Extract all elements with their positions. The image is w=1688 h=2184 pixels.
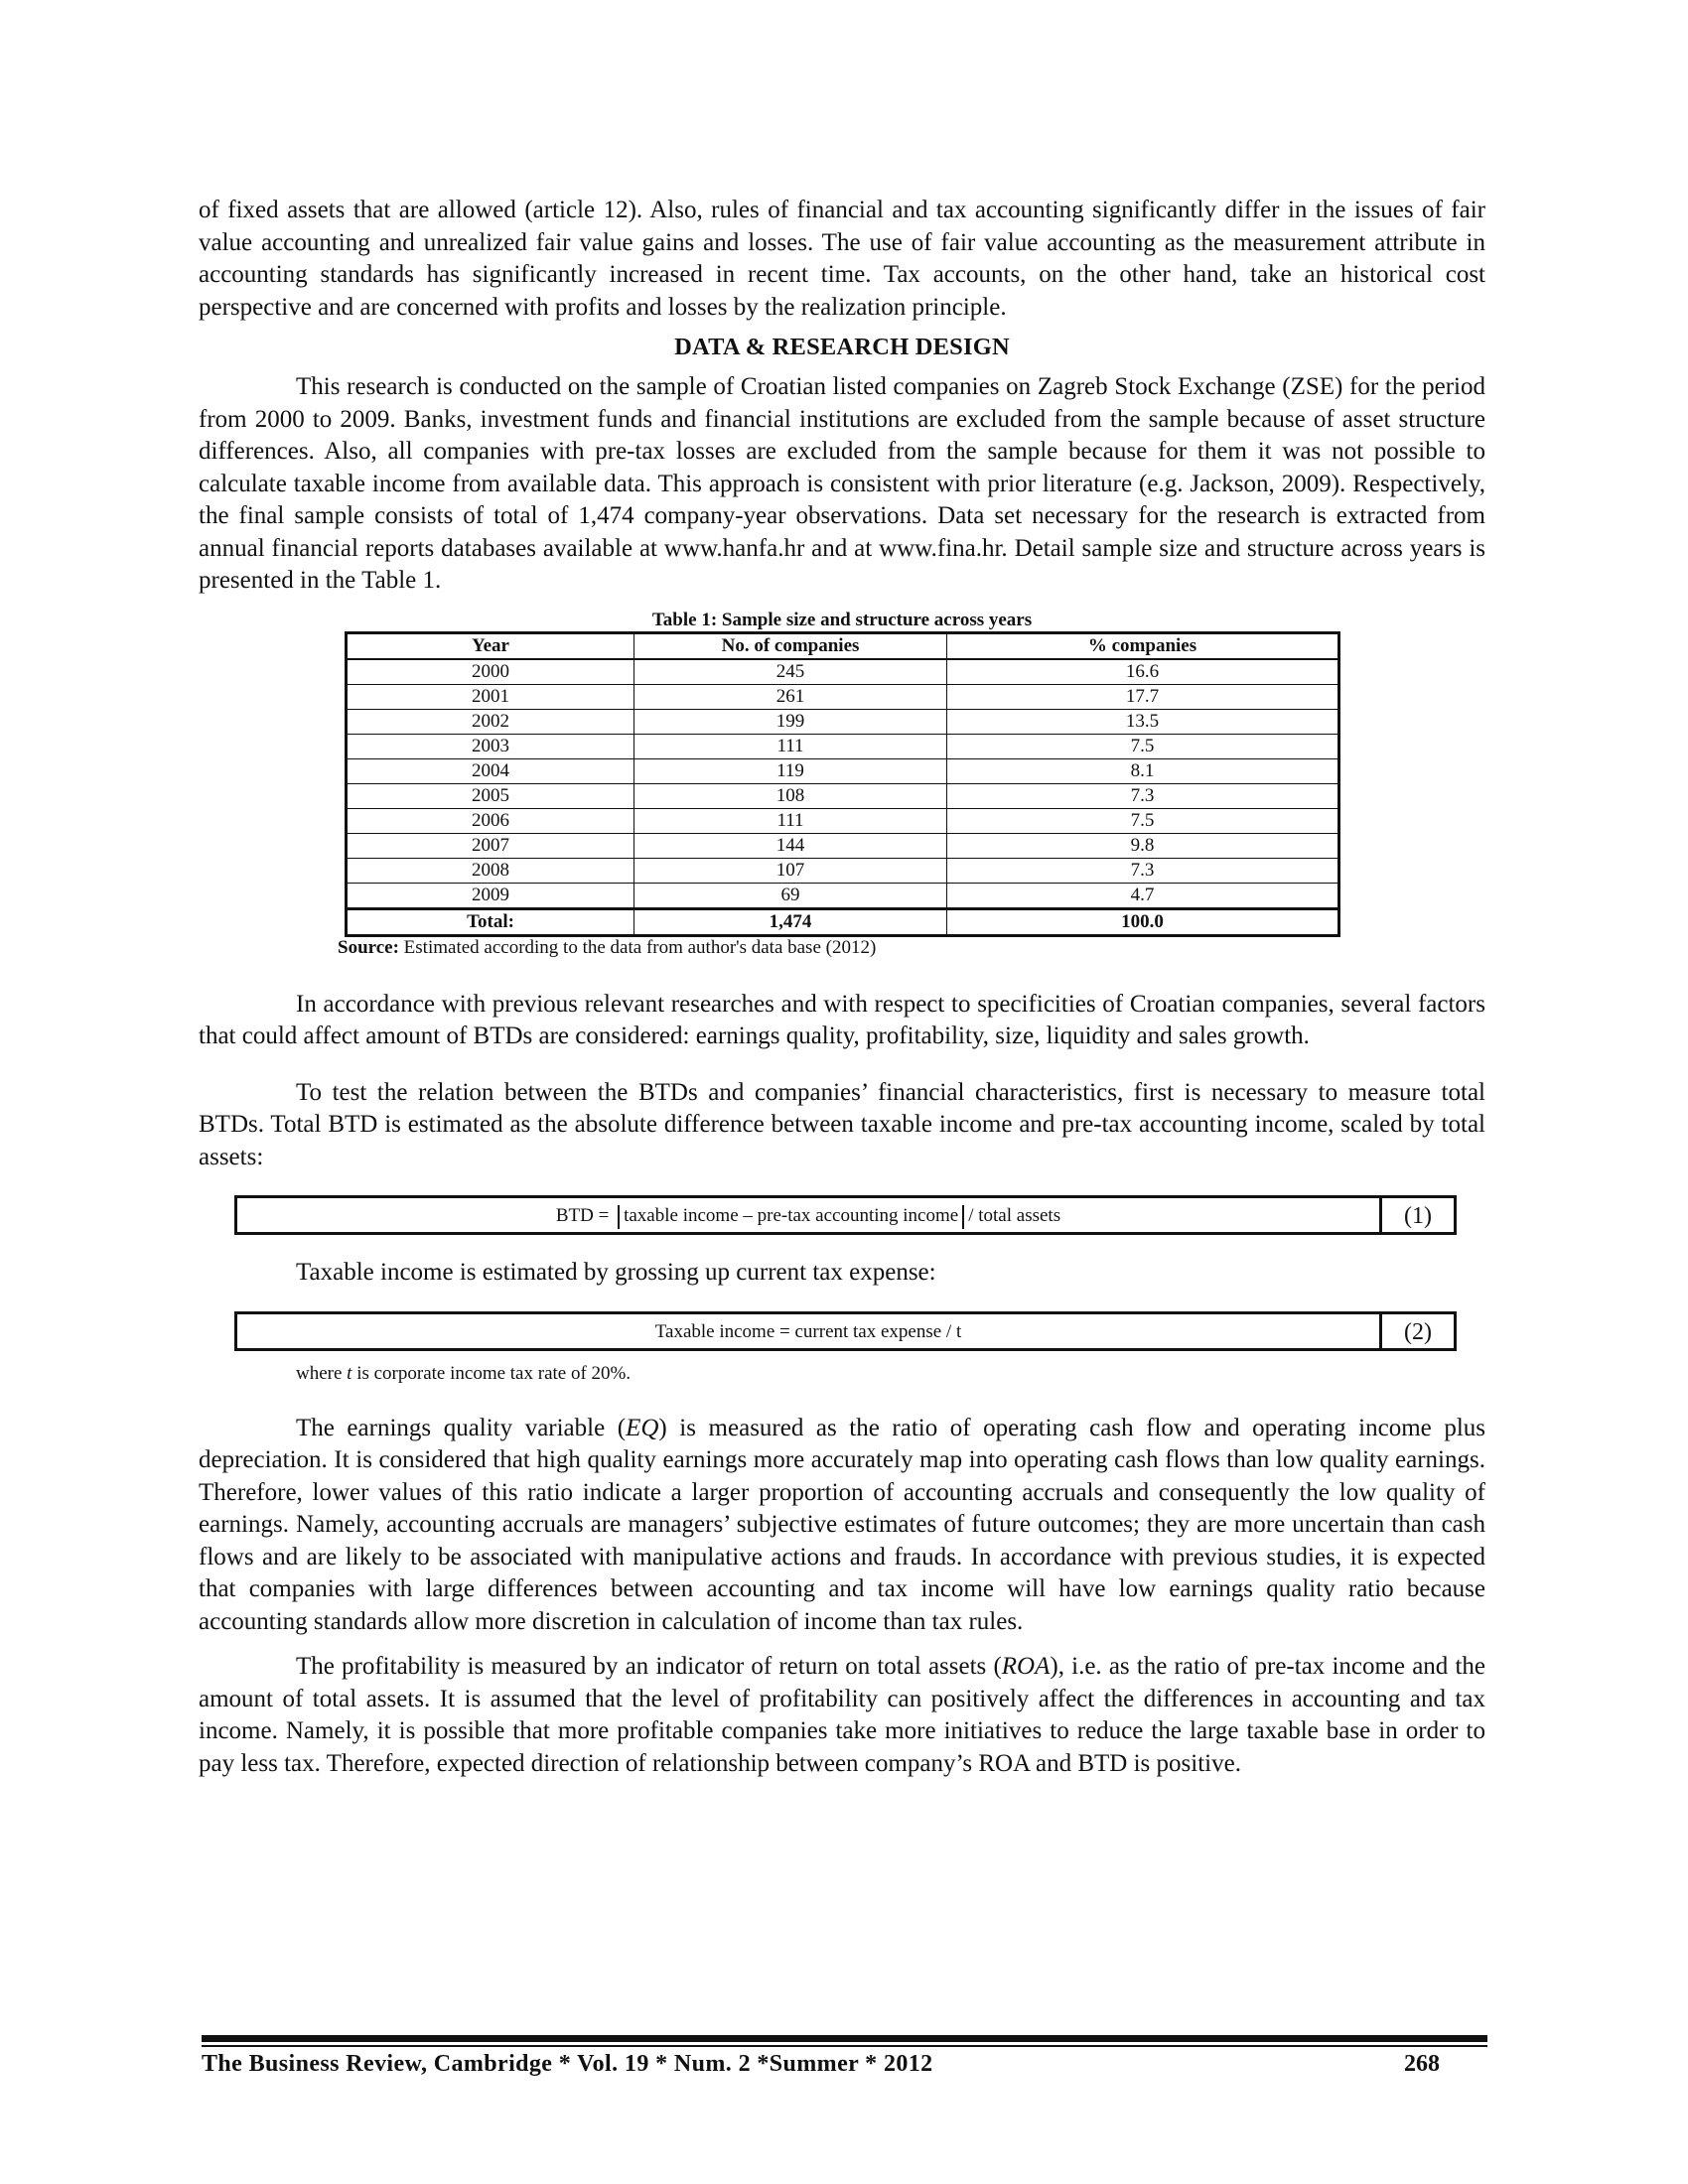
table-source (338, 937, 1485, 959)
table-header-cell: No. of companies (634, 632, 947, 659)
equation-2: Taxable income = current tax expense / t (654, 1320, 962, 1342)
section-heading: DATA & RESEARCH DESIGN (674, 334, 1010, 360)
roa-lead: The profitability is measured by an indicator of return on total assets ( (296, 1653, 1002, 1680)
table-cell: 245 (634, 659, 947, 685)
table-cell: 16.6 (947, 659, 1339, 685)
table-header-cell: % companies (947, 632, 1339, 659)
table-cell: 111 (634, 808, 947, 833)
equation-1-number: (1) (1379, 1198, 1454, 1232)
abs-bar-right (962, 1205, 964, 1229)
table-cell: 2007 (347, 833, 634, 858)
table-row (347, 709, 1339, 734)
table-cell: 119 (634, 758, 947, 783)
table-row (347, 734, 1339, 758)
table-row (347, 808, 1339, 833)
eq-body: plus depreciation. It is considered that high quality earnings more accurately map into operating cash flows than low quality earnings. Therefore, lower values of this ratio indicate a larger proportion of accounting accruals and consequently the low quality of earnings. Namely, accounting accruals are managers’ subjective estimates of future outcomes; they are more uncertain than cash flows and are likely to be associated with manipulative actions and frauds. In accordance with previous studies, it is expected that companies with large differences between accounting and tax income will have low earnings quality ratio because accounting standards allow more discretion in calculation of income than tax rules. (199, 1414, 1486, 1635)
table-cell: 7.5 (947, 734, 1339, 758)
table-cell: 107 (634, 858, 947, 883)
sample-table (345, 631, 1340, 937)
table-cell: 2009 (347, 883, 634, 908)
source-label: Source: (338, 936, 399, 958)
equation-1-box (234, 1195, 1457, 1235)
table-cell: 111 (634, 734, 947, 758)
table-row (347, 783, 1339, 808)
journal-info: The Business Review, Cambridge * Vol. 19 * Num. 2 *Summer * 2012 (202, 2051, 933, 2077)
source-text: Estimated according to the data from author's data base (2012) (398, 936, 877, 958)
table-header-cell: Year (347, 632, 634, 659)
table-row (347, 858, 1339, 883)
equation-note (296, 1361, 1485, 1387)
paragraph-intro: of fixed assets that are allowed (article 12). Also, rules of financial and tax accounting significantly differ in the issues of fair value accounting and unrealized fair value gains and losses. The use of fair value accounting as the measurement attribute in accounting standards has significantly increased in recent time. Tax accounts, on the other hand, take an historical cost perspective and are concerned with profits and losses by the realization principle. (199, 197, 1485, 321)
paragraph-factors: In accordance with previous relevant researches and with respect to specificities of Croatian companies, several factors that could affect amount of BTDs are considered: earnings quality, profitability, size, liquidity and sales growth. (199, 990, 1485, 1049)
table-cell: 7.5 (947, 808, 1339, 833)
table-1-block (199, 610, 1485, 959)
table-total-cell: 1,474 (634, 908, 947, 935)
table-row (347, 758, 1339, 783)
abs-bar-left (618, 1205, 620, 1229)
table-header-row (347, 632, 1339, 659)
table-caption: Table 1: Sample size and structure across years (651, 609, 1033, 630)
table-cell: 108 (634, 783, 947, 808)
page-number: 268 (1404, 2051, 1440, 2077)
equation-2-number: (2) (1379, 1314, 1454, 1348)
roa-var: ROA (1001, 1653, 1051, 1680)
page-footer (202, 2051, 1487, 2078)
note-var: t (347, 1362, 352, 1384)
table-row (347, 833, 1339, 858)
table-cell: 17.7 (947, 684, 1339, 709)
table-cell: 144 (634, 833, 947, 858)
equation-1-right: / total assets (968, 1205, 1061, 1226)
roa-rest: ), i.e. as the ratio of pre-tax income and the amount of total assets. It is assumed that the level of profitability can positively affect the differences in accounting and tax income. Namely, it is possible that more profitable companies take more initiatives to reduce the large taxable base in order to pay less tax. Therefore, expected direction of relationship between company’s ROA and BTD is positive. (199, 1653, 1485, 1777)
note-lead: where (296, 1362, 348, 1384)
table-total-cell: Total: (347, 908, 634, 935)
paragraph-eq (199, 1413, 1485, 1639)
eq-rest: ) is measured as the ratio of operating cash flow and operating income (658, 1414, 1432, 1441)
table-row (347, 659, 1339, 685)
equation-1-left: BTD = (555, 1205, 615, 1226)
table-cell: 2004 (347, 758, 634, 783)
paragraph-taxable: Taxable income is estimated by grossing up current tax expense: (296, 1259, 936, 1286)
equation-1-inner: taxable income – pre-tax accounting income (624, 1205, 959, 1226)
footer-rule-thin (202, 2045, 1487, 2047)
table-cell: 2003 (347, 734, 634, 758)
paragraph-test: To test the relation between the BTDs and companies’ financial characteristics, first is necessary to measure total BTDs. Total BTD is estimated as the absolute difference between taxable income and pre-tax accounting income, scaled by total assets: (199, 1078, 1485, 1170)
footer-rule-thick (202, 2035, 1487, 2042)
note-rest: is corporate income tax rate of 20%. (352, 1362, 632, 1384)
table-cell: 8.1 (947, 758, 1339, 783)
table-cell: 13.5 (947, 709, 1339, 734)
table-cell: 69 (634, 883, 947, 908)
table-cell: 7.3 (947, 783, 1339, 808)
table-cell: 2008 (347, 858, 634, 883)
table-cell: 261 (634, 684, 947, 709)
equation-2-box (234, 1311, 1457, 1351)
table-cell: 4.7 (947, 883, 1339, 908)
paragraph-roa (199, 1651, 1485, 1780)
table-body (347, 659, 1339, 936)
equation-1 (237, 1198, 1379, 1232)
table-cell: 2000 (347, 659, 634, 685)
table-cell: 199 (634, 709, 947, 734)
table-total-row (347, 908, 1339, 935)
table-cell: 7.3 (947, 858, 1339, 883)
table-cell: 2005 (347, 783, 634, 808)
table-row (347, 684, 1339, 709)
paragraph-research: This research is conducted on the sample of Croatian listed companies on Zagreb Stock Exchange (ZSE) for the period from 2000 to 2009. Banks, investment funds and financial institutions are excluded from the sample because of asset structure differences. Also, all companies with pre-tax losses are excluded from the sample because for them it was not possible to calculate taxable income from available data. This approach is consistent with prior literature (e.g. Jackson, 2009). Respectively, the final sample consists of total of 1,474 company-year observations. Data set necessary for the research is extracted from annual financial reports databases available at www.hanfa.hr and at www.fina.hr. Detail sample size and structure across years is presented in the Table 1. (199, 373, 1485, 594)
table-cell: 2001 (347, 684, 634, 709)
table-cell: 9.8 (947, 833, 1339, 858)
eq-var: EQ (626, 1414, 659, 1441)
table-cell: 2002 (347, 709, 634, 734)
eq-lead: The earnings quality variable ( (296, 1414, 627, 1441)
page-body (199, 195, 1485, 1780)
table-total-cell: 100.0 (947, 908, 1339, 935)
table-row (347, 883, 1339, 908)
table-cell: 2006 (347, 808, 634, 833)
